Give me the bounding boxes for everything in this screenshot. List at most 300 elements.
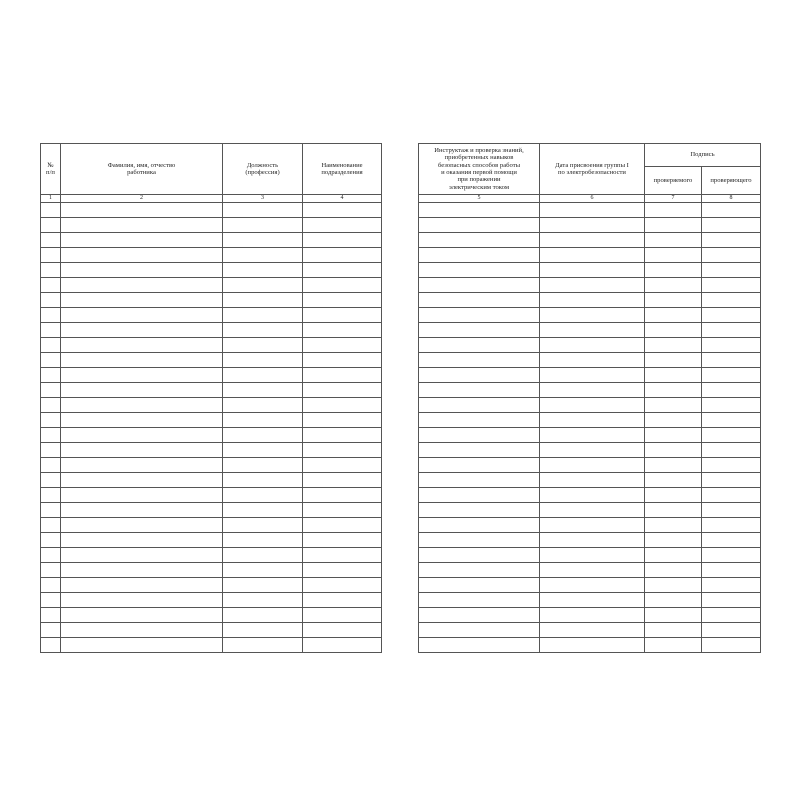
table-row bbox=[41, 428, 382, 443]
column-number: 6 bbox=[540, 195, 645, 203]
table-cell bbox=[702, 563, 761, 578]
table-cell bbox=[702, 338, 761, 353]
table-cell bbox=[419, 293, 540, 308]
table-cell bbox=[223, 563, 303, 578]
table-cell bbox=[645, 518, 702, 533]
table-cell bbox=[645, 398, 702, 413]
table-row bbox=[41, 293, 382, 308]
table-cell bbox=[645, 218, 702, 233]
table-row bbox=[41, 248, 382, 263]
table-row bbox=[419, 593, 761, 608]
table-cell bbox=[419, 203, 540, 218]
table-row bbox=[41, 533, 382, 548]
table-row bbox=[419, 368, 761, 383]
table-cell bbox=[702, 578, 761, 593]
table-row bbox=[419, 293, 761, 308]
table-cell bbox=[41, 548, 61, 563]
table-cell bbox=[41, 203, 61, 218]
table-cell bbox=[419, 548, 540, 563]
column-number: 5 bbox=[419, 195, 540, 203]
table-row bbox=[41, 233, 382, 248]
table-cell bbox=[540, 563, 645, 578]
left-table-body bbox=[41, 203, 382, 653]
table-cell bbox=[41, 578, 61, 593]
table-cell bbox=[61, 413, 223, 428]
table-cell bbox=[702, 518, 761, 533]
table-cell bbox=[540, 293, 645, 308]
column-number: 7 bbox=[645, 195, 702, 203]
table-cell bbox=[303, 518, 382, 533]
table-row bbox=[419, 203, 761, 218]
table-row bbox=[419, 233, 761, 248]
table-cell bbox=[223, 308, 303, 323]
table-cell bbox=[419, 248, 540, 263]
right-page bbox=[418, 143, 760, 653]
table-cell bbox=[41, 368, 61, 383]
left-journal-table bbox=[40, 143, 382, 653]
table-row bbox=[419, 278, 761, 293]
table-cell bbox=[540, 593, 645, 608]
table-cell bbox=[41, 413, 61, 428]
column-number: 1 bbox=[41, 195, 61, 203]
table-row bbox=[41, 503, 382, 518]
table-cell bbox=[540, 233, 645, 248]
table-cell bbox=[645, 233, 702, 248]
table-row bbox=[41, 353, 382, 368]
table-cell bbox=[41, 233, 61, 248]
table-cell bbox=[702, 398, 761, 413]
table-cell bbox=[540, 638, 645, 653]
table-row bbox=[419, 533, 761, 548]
table-cell bbox=[223, 323, 303, 338]
table-cell bbox=[419, 533, 540, 548]
table-row bbox=[41, 458, 382, 473]
table-cell bbox=[41, 443, 61, 458]
table-cell bbox=[41, 428, 61, 443]
header-group-date: Дата присвоения группы I по электробезопасности bbox=[540, 144, 645, 195]
table-cell bbox=[419, 488, 540, 503]
table-cell bbox=[41, 263, 61, 278]
table-cell bbox=[702, 233, 761, 248]
table-row bbox=[419, 578, 761, 593]
table-cell bbox=[61, 473, 223, 488]
table-cell bbox=[645, 563, 702, 578]
table-cell bbox=[61, 203, 223, 218]
table-cell bbox=[61, 263, 223, 278]
table-cell bbox=[645, 293, 702, 308]
table-cell bbox=[702, 428, 761, 443]
table-cell bbox=[223, 638, 303, 653]
table-cell bbox=[419, 278, 540, 293]
table-cell bbox=[41, 563, 61, 578]
table-cell bbox=[303, 218, 382, 233]
table-cell bbox=[419, 428, 540, 443]
table-cell bbox=[702, 638, 761, 653]
table-cell bbox=[41, 278, 61, 293]
table-cell bbox=[41, 323, 61, 338]
table-cell bbox=[419, 398, 540, 413]
table-cell bbox=[645, 413, 702, 428]
table-cell bbox=[702, 443, 761, 458]
table-cell bbox=[41, 638, 61, 653]
table-cell bbox=[61, 548, 223, 563]
table-cell bbox=[223, 593, 303, 608]
table-cell bbox=[419, 383, 540, 398]
table-row bbox=[41, 578, 382, 593]
table-cell bbox=[540, 488, 645, 503]
table-cell bbox=[303, 248, 382, 263]
table-cell bbox=[702, 503, 761, 518]
column-number: 3 bbox=[223, 195, 303, 203]
table-cell bbox=[223, 488, 303, 503]
table-cell bbox=[540, 533, 645, 548]
table-cell bbox=[303, 563, 382, 578]
table-row bbox=[419, 518, 761, 533]
table-row bbox=[41, 638, 382, 653]
table-cell bbox=[419, 443, 540, 458]
table-cell bbox=[645, 338, 702, 353]
table-cell bbox=[540, 503, 645, 518]
table-row bbox=[41, 218, 382, 233]
table-cell bbox=[41, 503, 61, 518]
table-cell bbox=[645, 608, 702, 623]
table-row bbox=[41, 383, 382, 398]
table-cell bbox=[702, 383, 761, 398]
table-cell bbox=[41, 248, 61, 263]
table-cell bbox=[61, 638, 223, 653]
table-cell bbox=[540, 518, 645, 533]
table-cell bbox=[303, 488, 382, 503]
table-cell bbox=[645, 248, 702, 263]
table-row bbox=[419, 353, 761, 368]
table-row bbox=[41, 368, 382, 383]
table-cell bbox=[61, 608, 223, 623]
table-cell bbox=[303, 368, 382, 383]
table-cell bbox=[540, 278, 645, 293]
table-cell bbox=[223, 203, 303, 218]
table-cell bbox=[702, 473, 761, 488]
table-cell bbox=[303, 398, 382, 413]
table-cell bbox=[645, 308, 702, 323]
table-cell bbox=[540, 248, 645, 263]
table-cell bbox=[61, 338, 223, 353]
table-cell bbox=[702, 368, 761, 383]
table-cell bbox=[702, 623, 761, 638]
table-cell bbox=[303, 308, 382, 323]
table-row bbox=[41, 548, 382, 563]
table-cell bbox=[540, 353, 645, 368]
table-cell bbox=[303, 623, 382, 638]
table-cell bbox=[419, 623, 540, 638]
table-cell bbox=[419, 473, 540, 488]
table-cell bbox=[702, 203, 761, 218]
table-cell bbox=[419, 458, 540, 473]
table-row bbox=[41, 518, 382, 533]
table-row bbox=[419, 383, 761, 398]
header-full-name: Фамилия, имя, отчество работника bbox=[61, 144, 223, 195]
table-cell bbox=[540, 458, 645, 473]
table-cell bbox=[61, 503, 223, 518]
table-cell bbox=[702, 548, 761, 563]
table-row bbox=[419, 398, 761, 413]
table-cell bbox=[61, 443, 223, 458]
table-row bbox=[41, 488, 382, 503]
table-cell bbox=[223, 533, 303, 548]
table-row bbox=[419, 443, 761, 458]
right-journal-table bbox=[418, 143, 761, 653]
table-cell bbox=[61, 428, 223, 443]
table-row bbox=[419, 623, 761, 638]
table-cell bbox=[419, 593, 540, 608]
table-cell bbox=[645, 428, 702, 443]
table-cell bbox=[303, 233, 382, 248]
table-cell bbox=[41, 398, 61, 413]
table-cell bbox=[540, 443, 645, 458]
table-cell bbox=[702, 608, 761, 623]
table-cell bbox=[645, 623, 702, 638]
table-row bbox=[41, 623, 382, 638]
header-instruction: Инструктаж и проверка знаний, приобретенных навыков безопасных способов работы и оказания первой помощи при поражении электрическим током bbox=[419, 144, 540, 195]
table-row bbox=[419, 428, 761, 443]
table-cell bbox=[702, 278, 761, 293]
table-cell bbox=[303, 263, 382, 278]
table-cell bbox=[540, 398, 645, 413]
table-cell bbox=[303, 638, 382, 653]
table-cell bbox=[419, 218, 540, 233]
header-position: Должность (профессия) bbox=[223, 144, 303, 195]
table-cell bbox=[61, 398, 223, 413]
table-cell bbox=[540, 578, 645, 593]
table-cell bbox=[41, 623, 61, 638]
table-cell bbox=[702, 413, 761, 428]
column-number: 8 bbox=[702, 195, 761, 203]
table-cell bbox=[41, 593, 61, 608]
table-row bbox=[41, 203, 382, 218]
table-cell bbox=[540, 473, 645, 488]
table-cell bbox=[419, 338, 540, 353]
table-cell bbox=[223, 548, 303, 563]
header-signature-checked: проверяемого bbox=[645, 167, 702, 195]
table-cell bbox=[61, 293, 223, 308]
table-cell bbox=[540, 368, 645, 383]
table-cell bbox=[223, 608, 303, 623]
table-cell bbox=[540, 218, 645, 233]
table-row bbox=[419, 248, 761, 263]
table-row bbox=[419, 458, 761, 473]
table-cell bbox=[540, 323, 645, 338]
table-cell bbox=[61, 488, 223, 503]
table-cell bbox=[540, 203, 645, 218]
table-cell bbox=[41, 533, 61, 548]
table-cell bbox=[223, 458, 303, 473]
table-cell bbox=[645, 533, 702, 548]
table-cell bbox=[540, 608, 645, 623]
table-cell bbox=[41, 308, 61, 323]
table-cell bbox=[303, 593, 382, 608]
table-row bbox=[419, 218, 761, 233]
table-row bbox=[41, 338, 382, 353]
header-department: Наименование подразделения bbox=[303, 144, 382, 195]
table-row bbox=[419, 563, 761, 578]
table-cell bbox=[303, 503, 382, 518]
table-row bbox=[41, 608, 382, 623]
table-cell bbox=[223, 428, 303, 443]
table-row bbox=[419, 638, 761, 653]
table-cell bbox=[41, 293, 61, 308]
table-cell bbox=[223, 293, 303, 308]
column-number: 4 bbox=[303, 195, 382, 203]
table-cell bbox=[419, 323, 540, 338]
table-cell bbox=[645, 353, 702, 368]
table-cell bbox=[41, 608, 61, 623]
table-row bbox=[41, 308, 382, 323]
table-cell bbox=[41, 473, 61, 488]
table-cell bbox=[419, 263, 540, 278]
table-cell bbox=[702, 248, 761, 263]
table-cell bbox=[61, 593, 223, 608]
table-cell bbox=[61, 218, 223, 233]
table-cell bbox=[303, 293, 382, 308]
table-cell bbox=[41, 218, 61, 233]
table-cell bbox=[540, 383, 645, 398]
table-row bbox=[419, 308, 761, 323]
table-cell bbox=[61, 458, 223, 473]
table-cell bbox=[61, 278, 223, 293]
table-cell bbox=[41, 353, 61, 368]
table-cell bbox=[419, 608, 540, 623]
table-cell bbox=[303, 458, 382, 473]
table-cell bbox=[61, 578, 223, 593]
table-row bbox=[419, 473, 761, 488]
table-cell bbox=[645, 443, 702, 458]
left-page bbox=[40, 143, 381, 653]
header-signature: Подпись bbox=[645, 144, 761, 167]
table-cell bbox=[419, 308, 540, 323]
table-cell bbox=[540, 413, 645, 428]
table-cell bbox=[223, 278, 303, 293]
table-cell bbox=[303, 323, 382, 338]
table-cell bbox=[702, 488, 761, 503]
table-cell bbox=[61, 563, 223, 578]
table-cell bbox=[419, 518, 540, 533]
table-cell bbox=[61, 233, 223, 248]
table-cell bbox=[702, 593, 761, 608]
table-row bbox=[41, 413, 382, 428]
table-cell bbox=[645, 503, 702, 518]
table-cell bbox=[645, 638, 702, 653]
table-cell bbox=[540, 623, 645, 638]
table-cell bbox=[303, 338, 382, 353]
table-cell bbox=[419, 353, 540, 368]
table-cell bbox=[61, 368, 223, 383]
table-cell bbox=[702, 293, 761, 308]
table-row bbox=[41, 278, 382, 293]
table-cell bbox=[61, 518, 223, 533]
table-cell bbox=[41, 338, 61, 353]
table-cell bbox=[645, 323, 702, 338]
table-row bbox=[41, 323, 382, 338]
column-number: 2 bbox=[61, 195, 223, 203]
table-cell bbox=[303, 443, 382, 458]
table-row bbox=[419, 323, 761, 338]
table-cell bbox=[645, 263, 702, 278]
table-cell bbox=[645, 278, 702, 293]
table-cell bbox=[61, 623, 223, 638]
table-cell bbox=[223, 398, 303, 413]
table-cell bbox=[645, 203, 702, 218]
table-cell bbox=[303, 278, 382, 293]
table-row bbox=[41, 593, 382, 608]
table-cell bbox=[41, 488, 61, 503]
table-cell bbox=[419, 233, 540, 248]
table-cell bbox=[702, 263, 761, 278]
table-cell bbox=[61, 533, 223, 548]
table-cell bbox=[540, 308, 645, 323]
table-cell bbox=[223, 383, 303, 398]
table-cell bbox=[41, 383, 61, 398]
table-cell bbox=[303, 383, 382, 398]
table-cell bbox=[223, 338, 303, 353]
table-cell bbox=[303, 203, 382, 218]
table-cell bbox=[303, 578, 382, 593]
table-cell bbox=[303, 533, 382, 548]
table-cell bbox=[223, 218, 303, 233]
table-cell bbox=[223, 368, 303, 383]
table-cell bbox=[303, 608, 382, 623]
table-cell bbox=[645, 473, 702, 488]
table-cell bbox=[61, 248, 223, 263]
right-table-body bbox=[419, 203, 761, 653]
table-row bbox=[419, 608, 761, 623]
table-row bbox=[419, 263, 761, 278]
table-cell bbox=[303, 353, 382, 368]
table-row bbox=[41, 563, 382, 578]
table-cell bbox=[702, 353, 761, 368]
table-row bbox=[419, 413, 761, 428]
table-cell bbox=[223, 503, 303, 518]
table-cell bbox=[223, 248, 303, 263]
table-cell bbox=[702, 533, 761, 548]
table-cell bbox=[223, 413, 303, 428]
table-cell bbox=[702, 458, 761, 473]
table-cell bbox=[223, 353, 303, 368]
table-cell bbox=[540, 548, 645, 563]
table-row bbox=[41, 263, 382, 278]
table-cell bbox=[419, 503, 540, 518]
table-cell bbox=[223, 263, 303, 278]
table-cell bbox=[223, 473, 303, 488]
table-cell bbox=[61, 353, 223, 368]
table-cell bbox=[540, 428, 645, 443]
header-row-number: № п/п bbox=[41, 144, 61, 195]
table-cell bbox=[645, 593, 702, 608]
table-cell bbox=[645, 488, 702, 503]
table-cell bbox=[419, 638, 540, 653]
table-cell bbox=[702, 218, 761, 233]
table-cell bbox=[303, 413, 382, 428]
table-cell bbox=[41, 518, 61, 533]
table-cell bbox=[419, 368, 540, 383]
table-cell bbox=[645, 458, 702, 473]
table-row bbox=[419, 338, 761, 353]
table-cell bbox=[645, 548, 702, 563]
table-cell bbox=[645, 383, 702, 398]
table-cell bbox=[61, 383, 223, 398]
table-cell bbox=[61, 308, 223, 323]
table-row bbox=[41, 398, 382, 413]
table-row bbox=[419, 488, 761, 503]
table-cell bbox=[223, 578, 303, 593]
